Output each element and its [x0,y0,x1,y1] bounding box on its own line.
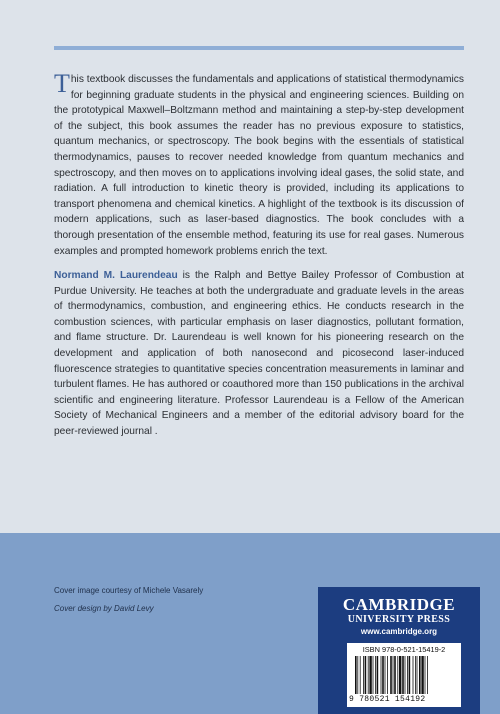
barcode-icon [355,656,453,694]
publisher-press: UNIVERSITY PRESS [347,614,451,625]
author-bio-text: is the Ralph and Bettye Bailey Professor of Combustion at Purdue University. He teaches at both the undergraduate and graduate levels in the areas of thermodynamics, combustion, and engineering ethics. He conducts research in the combustion sciences, with particular emphasis on laser diagnostics, pollutant formation, and flame structure. Dr. Laurendeau is well known for his pioneering research on the development and application of both nanosecond and picosecond laser-induced fluorescence strategies to quantitative species concentration measurements in laminar and turbulent flames. He has authored or coauthored more than 150 publications in the archival scientific and engineering literature. Professor Laurendeau is a Fellow of the American Society of Mechanical Engineers and a member of the editorial advisory board for the peer-reviewed journal . [54,270,465,437]
publisher-name: CAMBRIDGE [342,595,456,614]
author-name: Normand M. Laurendeau [54,270,178,281]
book-description-text: his textbook discusses the fundamentals and applications of statistical thermodynamics for beginning graduate students in the physical and engineering sciences. Building on the prototypical Maxwell–Boltzmann method and maintaining a step-by-step development of the subject, this book assumes the reader has no previous exposure to statistics, quantum mechanics, or spectroscopy. The book begins with the essentials of statistical thermodynamics, pauses to recover needed knowledge from quantum mechanics and spectroscopy, and then moves on to applications involving ideal gases, the solid state, and radiation. A full introduction to kinetic theory is provided, including its applications to transport phenomena and chemical kinetics. A highlight of the textbook is its discussion of modern applications, such as laser-based diagnostics. The book concludes with a thorough presentation of the ensemble method, featuring its use for real gases. Numerous examples and prompted homework problems enrich the text. [54,74,464,257]
barcode-digits: 9 780521 154192 [349,695,426,704]
isbn-text: ISBN 978-0-521-15419-2 [362,645,446,654]
publisher-url: www.cambridge.org [360,627,438,636]
barcode-label [347,643,461,707]
author-bio [54,268,464,440]
book-description [54,69,464,259]
drop-cap: T [54,69,70,98]
decorative-rule [54,46,464,50]
cover-design-credit: Cover design by David Levy [54,604,154,613]
cover-image-credit: Cover image courtesy of Michele Vasarely [54,586,204,595]
